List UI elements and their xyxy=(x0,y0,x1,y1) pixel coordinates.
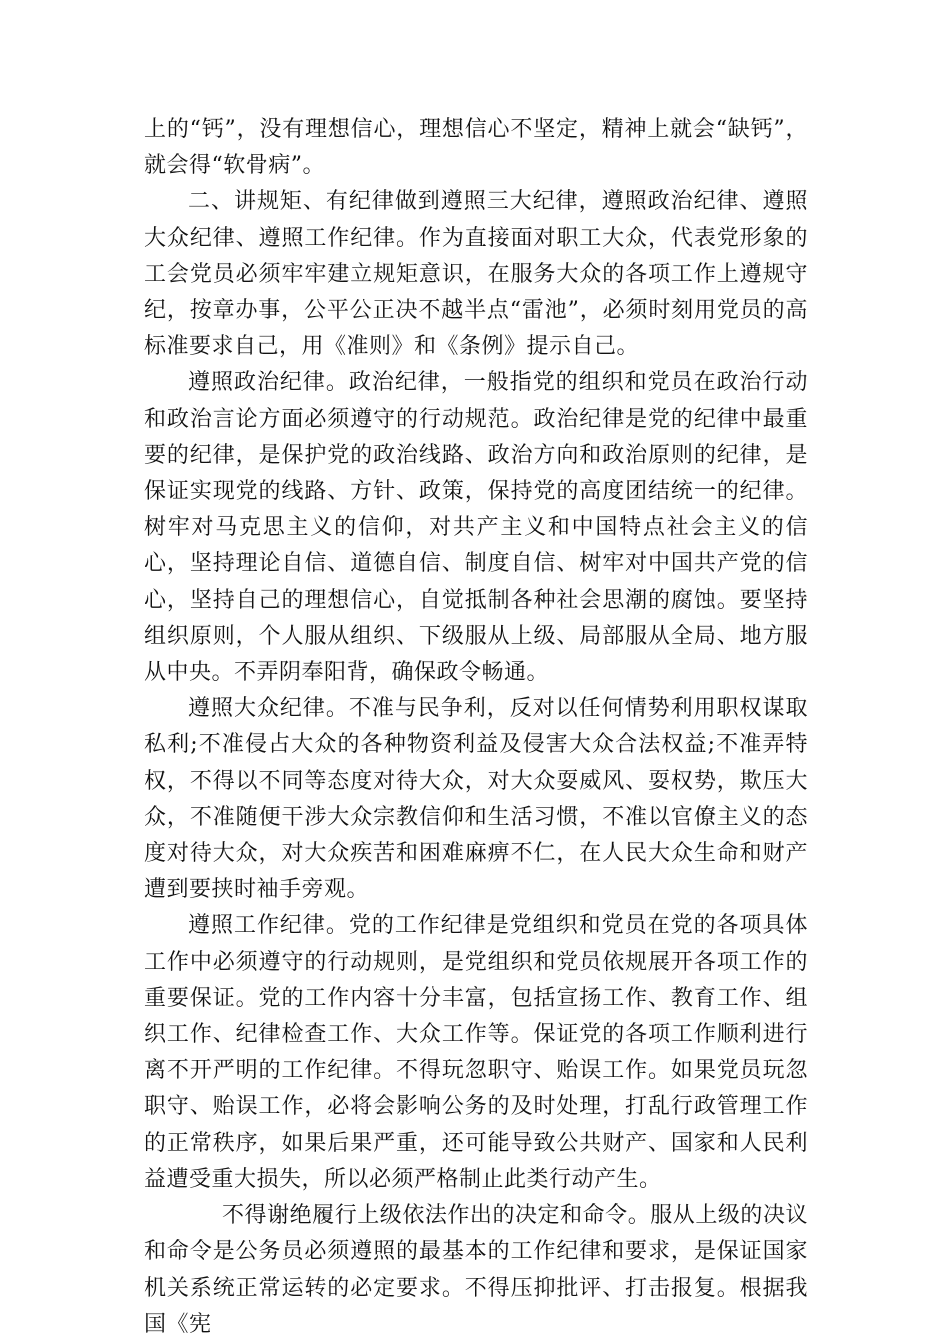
paragraph-political-discipline: 遵照政治纪律。政治纪律，一般指党的组织和党员在政治行动和政治言论方面必须遵守的行动规范。政治纪律是党的纪律中最重要的纪律，是保护党的政治线路、政治方向和政治原则的纪律，是保证实现党的线路、方针、政策，保持党的高度团结统一的纪律。树牢对马克思主义的信仰，对共产主义和中国特点社会主义的信心，坚持理论自信、道德自信、制度自信、树牢对中国共产党的信心，坚持自己的理想信心，自觉抵制各种社会思潮的腐蚀。要坚持组织原则，个人服从组织、下级服从上级、局部服从全局、地方服从中央。不弄阴奉阳背，确保政令畅通。 xyxy=(144,370,808,686)
paragraph-mass-discipline: 遵照大众纪律。不准与民争利，反对以任何情势利用职权谋取私利;不准侵占大众的各种物资利益及侵害大众合法权益;不准弄特权，不得以不同等态度对待大众，对大众耍威风、耍权势，欺压大众，不准随便干涉大众宗教信仰和生活习惯，不准以官僚主义的态度对待大众，对大众疾苦和困难麻痹不仁，在人民大众生命和财产遭到要挟时袖手旁观。 xyxy=(144,696,808,903)
paragraph-work-discipline: 遵照工作纪律。党的工作纪律是党组织和党员在党的各项具体工作中必须遵守的行动规则，是党组织和党员依规展开各项工作的重要保证。党的工作内容十分丰富，包括宣扬工作、教育工作、组织工作、纪律检查工作、大众工作等。保证党的各项工作顺利进行离不开严明的工作纪律。不得玩忽职守、贻误工作。如果党员玩忽职守、贻误工作，必将会影响公务的及时处理，打乱行政管理工作的正常秩序，如果后果严重，还可能导致公共财产、国家和人民利益遭受重大损失，所以必须严格制止此类行动产生。 xyxy=(144,913,808,1192)
paragraph-section-two: 二、讲规矩、有纪律做到遵照三大纪律，遵照政治纪律、遵照大众纪律、遵照工作纪律。作为直接面对职工大众，代表党形象的工会党员必须牢牢建立规矩意识，在服务大众的各项工作上遵规守纪，按章办事，公平公正决不越半点“雷池”，必须时刻用党员的高标准要求自己，用《准则》和《条例》提示自己。 xyxy=(144,189,808,360)
document-body xyxy=(144,112,808,1343)
paragraph-continuation: 上的“钙”，没有理想信心，理想信心不坚定，精神上就会“缺钙”，就会得“软骨病”。 xyxy=(144,117,808,179)
paragraph-orders: 不得谢绝履行上级依法作出的决定和命令。服从上级的决议和命令是公务员必须遵照的最基本的工作纪律和要求，是保证国家机关系统正常运转的必定要求。不得压抑批评、打击报复。根据我国《宪 xyxy=(144,1203,808,1337)
